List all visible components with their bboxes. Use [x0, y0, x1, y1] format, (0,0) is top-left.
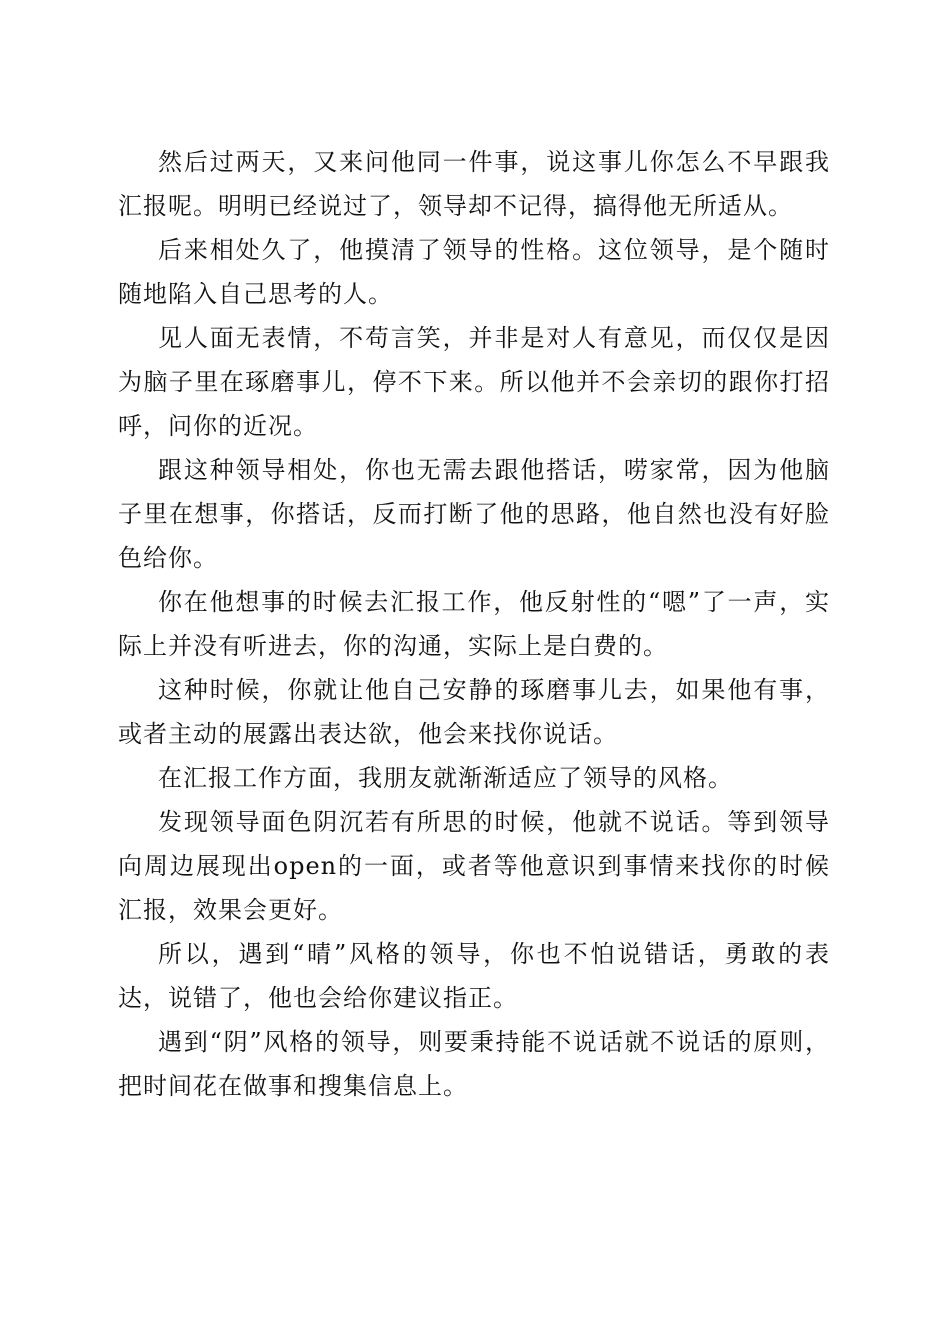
paragraph-4: 跟这种领导相处，你也无需去跟他搭话，唠家常，因为他脑子里在想事，你搭话，反而打断了他的思路，他自然也没有好脸色给你。: [118, 456, 830, 572]
paragraph-6: 这种时候，你就让他自己安静的琢磨事儿去，如果他有事，或者主动的展露出表达欲，他会来找你说话。: [118, 676, 830, 748]
paragraph-1: 然后过两天，又来问他同一件事，说这事儿你怎么不早跟我汇报呢。明明已经说过了，领导却不记得，搞得他无所适从。: [118, 148, 830, 220]
paragraph-9: 所以，遇到“晴”风格的领导，你也不怕说错话，勇敢的表达，说错了，他也会给你建议指正。: [118, 940, 830, 1012]
paragraph-3: 见人面无表情，不苟言笑，并非是对人有意见，而仅仅是因为脑子里在琢磨事儿，停不下来。所以他并不会亲切的跟你打招呼，问你的近况。: [118, 324, 830, 440]
paragraph-5: 你在他想事的时候去汇报工作，他反射性的“嗯”了一声，实际上并没有听进去，你的沟通，实际上是白费的。: [118, 588, 830, 660]
paragraph-7: 在汇报工作方面，我朋友就渐渐适应了领导的风格。: [158, 764, 733, 792]
paragraph-8: 发现领导面色阴沉若有所思的时候，他就不说话。等到领导向周边展现出open的一面，或者等他意识到事情来找你的时候汇报，效果会更好。: [118, 808, 830, 924]
document-body: [118, 140, 830, 1108]
paragraph-2: 后来相处久了，他摸清了领导的性格。这位领导，是个随时随地陷入自己思考的人。: [118, 236, 830, 308]
paragraph-10: 遇到“阴”风格的领导，则要秉持能不说话就不说话的原则，把时间花在做事和搜集信息上。: [118, 1028, 830, 1100]
